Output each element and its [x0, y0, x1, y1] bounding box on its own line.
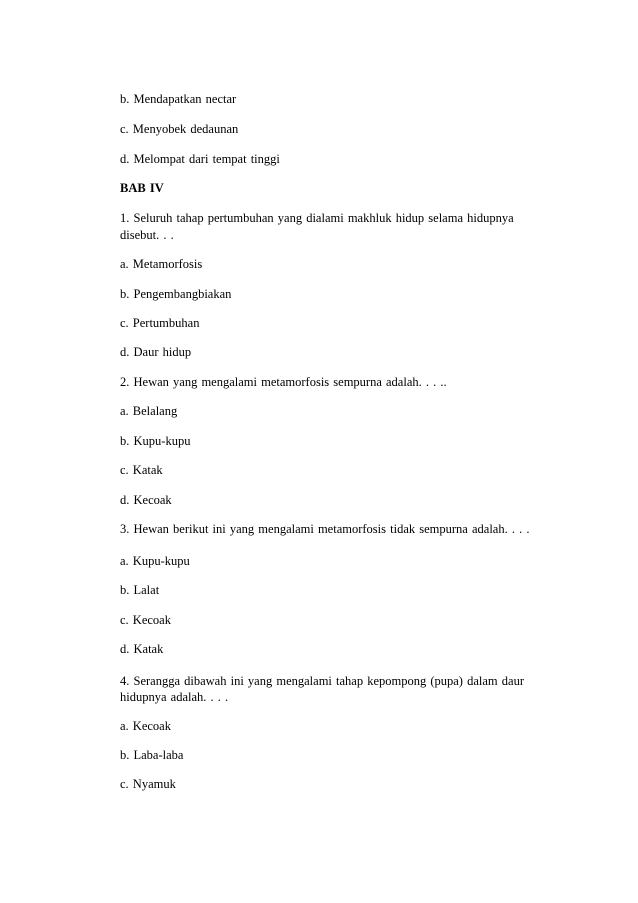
answer-option: b. Laba-laba	[120, 748, 184, 762]
answer-option: a. Metamorfosis	[120, 257, 203, 271]
answer-option: b. Kupu-kupu	[120, 434, 191, 448]
answer-option: b. Mendapatkan nectar	[120, 92, 237, 106]
section-heading: BAB IV	[120, 181, 164, 195]
answer-option: c. Menyobek dedaunan	[120, 122, 239, 136]
answer-option: c. Katak	[120, 463, 163, 477]
question-text-continued: disebut. . .	[120, 228, 174, 242]
answer-option: d. Kecoak	[120, 493, 172, 507]
question-text: 1. Seluruh tahap pertumbuhan yang dialami makhluk hidup selama hidupnya	[120, 211, 514, 225]
answer-option: c. Pertumbuhan	[120, 316, 200, 330]
question-text: 4. Serangga dibawah ini yang mengalami tahap kepompong (pupa) dalam daur	[120, 674, 524, 688]
answer-option: a. Kecoak	[120, 719, 171, 733]
answer-option: d. Daur hidup	[120, 345, 192, 359]
question-text-continued: hidupnya adalah. . . .	[120, 690, 229, 704]
answer-option: d. Katak	[120, 642, 164, 656]
answer-option: d. Melompat dari tempat tinggi	[120, 152, 280, 166]
answer-option: c. Nyamuk	[120, 777, 176, 791]
answer-option: b. Lalat	[120, 583, 160, 597]
question-text: 2. Hewan yang mengalami metamorfosis sempurna adalah. . . ..	[120, 375, 447, 389]
question-text: 3. Hewan berikut ini yang mengalami metamorfosis tidak sempurna adalah. . . .	[120, 522, 530, 536]
answer-option: a. Kupu-kupu	[120, 554, 190, 568]
answer-option: a. Belalang	[120, 404, 178, 418]
answer-option: b. Pengembangbiakan	[120, 287, 232, 301]
answer-option: c. Kecoak	[120, 613, 171, 627]
